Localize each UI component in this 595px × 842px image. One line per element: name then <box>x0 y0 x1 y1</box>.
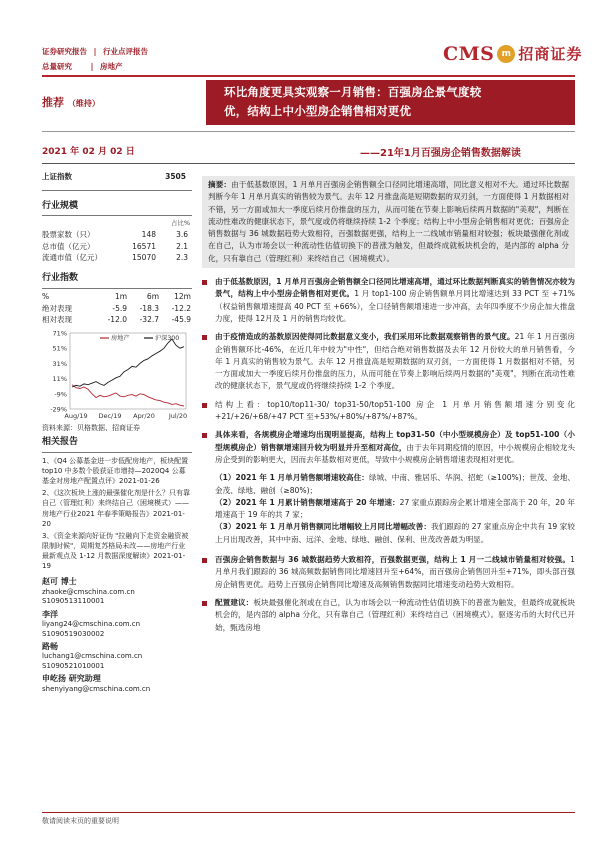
y-tick-label: 71% <box>52 329 67 338</box>
logo-text-cn: 招商证券 <box>518 44 583 63</box>
divider <box>42 288 192 289</box>
related-head: 相关报告 <box>42 437 79 448</box>
y-tick-label: 11% <box>52 375 67 384</box>
summary-box <box>202 176 575 268</box>
report-title <box>206 80 575 125</box>
x-tick-label: Dec/19 <box>98 412 122 421</box>
title-line-1: 环比角度更具实观察一月销售：百强房企景气度较 <box>224 85 482 99</box>
report-subcategory: 行业点评报告 <box>103 47 148 56</box>
key-point <box>202 399 575 424</box>
index-perf-value: -32.7 <box>139 315 159 325</box>
sub-point-body: 我们跟踪的 27 家重点房企中共有 19 家较上月出现改善，其中中南、远洋、金地、绿地、融创、保利、世茂改善最为明显。 <box>215 522 575 544</box>
index-perf-value: -5.9 <box>112 303 127 313</box>
industry-scale-head: 行业规模 <box>42 200 79 211</box>
scale-row <box>42 253 192 263</box>
logo-badge-icon: m <box>497 45 515 63</box>
sub-point-head: （2）2021 年 1 月累计销售额增速高于 20 年增速： <box>215 497 400 507</box>
industry-index-table <box>42 304 192 326</box>
key-point-body: 板块最强催化剂或在自己，认为市场会以一种流动性估值切换下的普涨为触发，但最终成就板块机会的，是内部的 alpha 分化，只有靠自己（管理红利）来终结自己（困境模式）。驱逐劣币的大时代已开始，甄选房地 <box>215 597 576 632</box>
analyst-name: 李洋 <box>42 609 58 619</box>
scale-row-name: 流通市值（亿元） <box>42 253 102 263</box>
sub-point-head: （3）2021 年 1 月单月销售额同比增幅较上月同比增幅改善： <box>215 522 431 532</box>
analyst-email: luchang1@cmschina.com.cn <box>42 652 143 661</box>
legend-label: 房地产 <box>111 335 130 343</box>
industry-index-head: 行业指数 <box>42 273 79 284</box>
scale-row-name: 股票家数（只） <box>42 229 95 239</box>
key-point <box>202 597 575 634</box>
bullet-square-icon <box>202 335 207 340</box>
related-report-item: 1、《Q4 公募基金进一步低配房地产，板块配置top10 中多数个股获证市增持—2020Q4 公募基金对房地产配置点评》2021-01-26 <box>42 456 189 486</box>
key-point-text <box>215 597 575 634</box>
summary-lead: 摘要： <box>208 180 232 189</box>
col-12m: 12m <box>174 291 191 301</box>
sub-point <box>202 472 575 497</box>
rating-sub: （维持） <box>67 99 100 108</box>
index-col-head <box>42 292 192 302</box>
y-tick-label: -9% <box>54 390 67 399</box>
key-point-body: 1 月单月我们跟踪的 36 城高频数据销售同比增速回升至+64%，而百强房企销售回升至+71%，即头部百强房企销售更优。趋势上百强房企销售同比增速及高频销售数据同比增速变动趋势大致相符。 <box>215 555 575 589</box>
performance-chart <box>42 329 190 421</box>
chart-source: 资料来源：贝格数据、招商证券 <box>42 424 140 433</box>
analyst-card <box>42 674 192 694</box>
key-points <box>202 276 575 466</box>
analyst-license-id: S1090513110001 <box>42 597 105 606</box>
bullet-square-icon <box>202 433 207 438</box>
right-column <box>202 176 575 640</box>
analyst-license-id: S1090521010001 <box>42 661 105 670</box>
scale-row <box>42 230 192 240</box>
key-point-body: 21 年 1 月百强房企销售额环比-46%，在近几年中较为"中性"，但结合绝对销售数据及去年 12 月份较大的单月销售看，今年 1 月真实的销售较为景气。去年 12 月推盘高是短期数据的双刃剑，一方面使得 1 月数据相对不错，另一方面或加大一季度后续月份推盘的压力，从而可能在节奏上影响后续两月数据的"美观"，判断在流动性难改的健康状态下，景气度或仍将继续持续 1-2 个季度。 <box>215 332 575 391</box>
industry-scale-table <box>42 230 192 263</box>
legend-label: 沪深300 <box>155 335 180 343</box>
y-tick-label: 31% <box>52 359 67 368</box>
index-label: 上证指数 <box>42 172 72 181</box>
report-subtitle: ——21年1月百强房企销售数据解读 <box>360 148 521 159</box>
bullet-square-icon <box>202 601 207 606</box>
sub-point <box>202 497 575 522</box>
x-tick-label: Apr/20 <box>133 412 155 421</box>
key-point-head: 具体来看，各规模房企增速均出现明显提高，结构上 top31-50（中小型规模房企）及 top51-100（小型规模房企）销售额增速回升较为明显并升至相对高位， <box>215 430 575 452</box>
summary-text: 由于低基数原因，1 月单月百强房企销售额全口径同比增速高增，同比意义相对不大。通过环比数据判断今年 1 月单月真实的销售较为景气。去年 12 月推盘高是短期数据的双刃剑，一方面使得 1 月数据相对不错，另一方面或加大一季度后续月份推盘的压力，从而可能在节奏上影响后续两月数据的"美观"，判断在流动性难改的健康状态下，景气度或仍将继续持续 1-2 个季度；结构上中小型房企销售相对更优；百强房企销售数据与 36 城数据趋势大致相符，百强数据更强，结构上一二线城市销量相对较强；板块最强催化剂或在自己，认为市场会以一种流动性估值切换下的普涨为触发，但最终成就板块机会的，是内部的 alpha 分化，只有靠自己（管理红利）来终结自己（困境模式）。 <box>208 180 569 263</box>
chart-plot-frame <box>70 333 186 409</box>
col-1m: 1m <box>114 291 127 301</box>
analyst-license-id: S1090519030002 <box>42 629 105 638</box>
key-point-text <box>215 554 575 591</box>
key-point-text <box>215 429 575 466</box>
footer-divider <box>42 812 575 813</box>
analyst-email: liyang24@cmschina.com.cn <box>42 620 141 629</box>
scale-row-name: 总市值（亿元） <box>42 241 95 251</box>
report-category: 证券研究报告 <box>42 47 87 56</box>
divider <box>42 215 192 216</box>
key-point-text <box>215 399 575 424</box>
logo-text-en: CMS <box>443 43 495 65</box>
index-perf-value: -12.2 <box>171 303 191 313</box>
report-date: 2021 年 02 月 02 日 <box>42 147 135 157</box>
index-perf-value: -12.0 <box>107 315 127 325</box>
bullet-square-icon <box>202 403 207 408</box>
scale-row-value: 15070 <box>132 253 156 263</box>
left-column <box>42 172 192 694</box>
title-divider <box>42 131 575 132</box>
key-point <box>202 331 575 392</box>
series-line-1 <box>72 339 184 387</box>
index-perf-name: 绝对表现 <box>42 303 72 313</box>
key-point-text <box>215 276 575 325</box>
footer-note: 敬请阅读末页的重要说明 <box>42 817 119 825</box>
index-perf-row <box>42 315 192 325</box>
title-line-2: 优，结构上中小型房企销售相对更优 <box>224 103 412 118</box>
analyst-email: shenyiyang@cmschina.com.cn <box>42 684 151 693</box>
x-tick-label: Aug/19 <box>64 412 88 421</box>
key-point-head: 由于低基数原因，1 月单月百强房企销售额全口径同比增速高增，通过环比数据判断真实的销售情况亦较为景气，结构上中小型房企销售相对更优。 <box>215 277 575 299</box>
rating <box>42 96 100 110</box>
key-point-body: 结构上看：top10/top11-30/ top31-50/top51-100 房企 1 月单月销售额增速分别变化 +21/+26/+68/+47 PCT 至+53%/+80%/+87%/+87%。 <box>215 399 575 422</box>
y-tick-label: 51% <box>52 344 67 353</box>
scale-unit: 占比% <box>170 219 190 228</box>
key-point-head: 百强房企销售数据与 36 城数据趋势大致相符，百强数据更强，结构上 1 月一二线城市销量相对较强。 <box>215 555 571 565</box>
report-type-line: 证券研究报告 | 行业点评报告 <box>42 47 148 56</box>
key-point <box>202 429 575 466</box>
key-point <box>202 276 575 325</box>
research-type-line: 总量研究 | 房地产 <box>42 62 123 71</box>
scale-row-share: 3.6 <box>176 229 188 239</box>
analyst-list <box>42 577 192 694</box>
x-tick-label: Jul/20 <box>168 412 188 421</box>
key-point-body: 由于去年同期疫情的原因，中小规模房企相较龙头房企受到的影响更大，因而去年基数相对更低，导致中小规模房企销售增速表现相对更优。 <box>215 442 576 464</box>
sub-point-head: （1）2021 年 1 月单月销售额增速较高住： <box>215 473 369 483</box>
related-report-list <box>42 456 192 572</box>
bullet-square-icon <box>202 558 207 563</box>
scale-row-value: 148 <box>141 229 156 239</box>
divider <box>42 190 192 191</box>
index-perf-value: -45.9 <box>171 315 191 325</box>
company-logo <box>443 42 582 67</box>
index-row <box>42 172 192 182</box>
rating-label: 推荐 <box>42 96 64 109</box>
analyst-card <box>42 610 192 639</box>
key-subpoints <box>202 472 575 546</box>
analyst-card <box>42 577 192 606</box>
subtitle-divider <box>42 163 575 164</box>
scale-row-share: 2.1 <box>176 241 188 251</box>
research-category: 总量研究 <box>42 62 72 71</box>
key-point-text <box>215 331 575 392</box>
scale-row <box>42 242 192 252</box>
analyst-email: zhaoke@cmschina.com.cn <box>42 587 135 596</box>
key-point-head: 由于疫情造成的基数原因使得同比数据意义变小，我们采用环比数据观察销售的景气度。 <box>215 332 515 342</box>
sub-point-body: 绿城、中南、雅居乐、华润、招蛇（≥100%)；世茂、金地、金茂、绿地、融创（≥80%)； <box>215 473 575 495</box>
bullet-square-icon <box>202 280 207 285</box>
sub-point-body: 27 家重点跟踪房企累计增速全部高于 20 年，20 年增速高于 19 年的共 7 家； <box>215 497 575 520</box>
series-line-0 <box>72 385 184 406</box>
col-6m: 6m <box>146 291 159 301</box>
index-value: 3505 <box>165 172 186 181</box>
key-point <box>202 554 575 591</box>
analyst-card <box>42 642 192 671</box>
analyst-name: 赵可 博士 <box>42 577 77 587</box>
y-tick-label: -29% <box>50 405 67 414</box>
index-perf-name: 相对表现 <box>42 315 72 325</box>
key-points-2 <box>202 554 575 634</box>
key-point-body: 1 月 top1-100 房企销售额单月同比增速达到 33 PCT 至 +71%（权益销售额增速提高 40 PCT 至 +66%），全口径销售额增速进一步冲高，去年四季度不少房企加大推盘力度，使得 12月及 1 月的销售均较优。 <box>215 289 576 323</box>
related-report-item: 2、《这次板块上涨的最强催化剂是什么？只有靠自己（管理红利）来终结自己（困境模式）——房地产行业2021 年春季策略报告》2021-01-20 <box>42 489 190 528</box>
header-divider <box>42 75 575 77</box>
index-perf-value: -18.3 <box>139 303 159 313</box>
scale-row-value: 16571 <box>132 241 156 251</box>
performance-chart-svg <box>42 329 190 421</box>
related-report-item: 3、《资金来源向好证伪 "拉融向下走资金融资被限制时候"，周期复苏格局未改——房地产行业最新观点及 1-12 月数据深度解读》2021-01-19 <box>42 531 189 571</box>
industry-name: 房地产 <box>100 62 123 71</box>
index-unit: % <box>42 291 50 301</box>
key-point-head: 配置建议： <box>215 597 254 607</box>
sub-point <box>202 521 575 546</box>
index-perf-row <box>42 304 192 314</box>
scale-row-share: 2.3 <box>176 253 188 263</box>
analyst-name: 路畅 <box>42 641 58 651</box>
analyst-name: 申屹扬 研究助理 <box>42 674 101 684</box>
divider <box>42 452 192 453</box>
